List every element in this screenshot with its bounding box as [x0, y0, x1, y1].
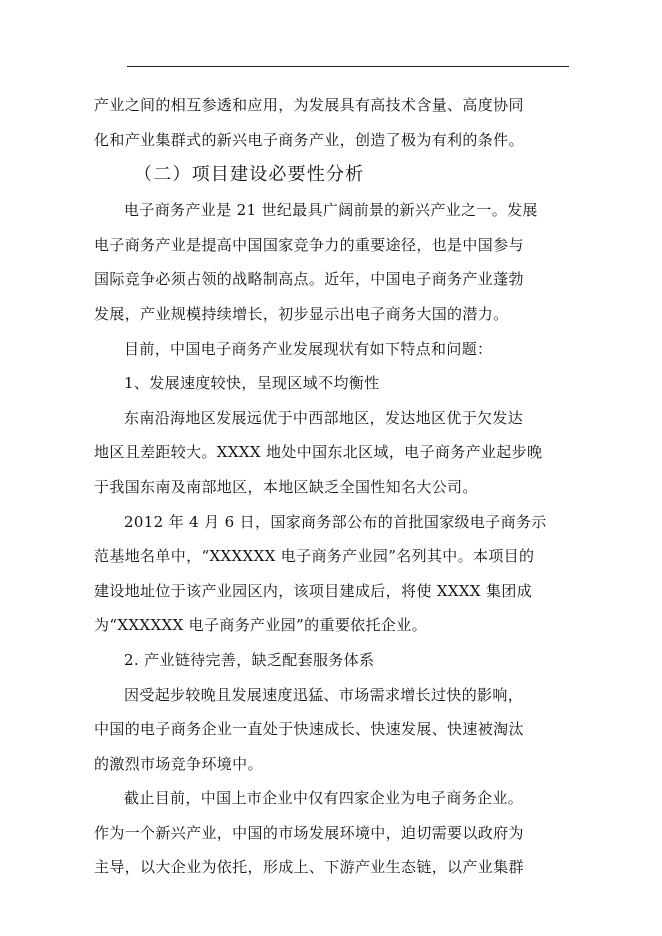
paragraph-line: 建设地址位于该产业园区内，该项目建成后，将使 XXXX 集团成: [94, 581, 533, 600]
paragraph-line: 中国的电子商务企业一直处于快速成长、快速发展、快速被淘汰: [94, 720, 524, 739]
document-body: [94, 88, 568, 885]
subheading-line: 1、发展速度较快，呈现区域不均衡性: [124, 374, 380, 393]
paragraph-line: 地区且差距较大。XXXX 地处中国东北区域，电子商务产业起步晚: [94, 443, 543, 462]
paragraph-line: 范基地名单中，“XXXXXX 电子商务产业园”名列其中。本项目的: [94, 547, 535, 566]
paragraph-line: 截止目前，中国上市企业中仅有四家企业为电子商务企业。: [124, 789, 524, 808]
paragraph-line: 化和产业集群式的新兴电子商务产业，创造了极为有利的条件。: [94, 130, 524, 149]
paragraph-line: 电子商务产业是提高中国国家竞争力的重要途径，也是中国参与: [94, 235, 524, 254]
paragraph-line: 主导，以大企业为依托，形成上、下游产业生态链，以产业集群: [94, 858, 524, 877]
paragraph-line: 产业之间的相互参透和应用，为发展具有高技术含量、高度协同: [94, 96, 524, 114]
paragraph-line: 发展，产业规模持续增长，初步显示出电子商务大国的潜力。: [94, 304, 509, 323]
paragraph-line: 于我国东南及南部地区，本地区缺乏全国性知名大公司。: [94, 477, 478, 496]
paragraph-line: 为“XXXXXX 电子商务产业园”的重要依托企业。: [94, 616, 427, 635]
paragraph-line: 目前，中国电子商务产业发展现状有如下特点和问题：: [124, 339, 493, 358]
paragraph-line: 作为一个新兴产业，中国的市场发展环境中，迫切需要以政府为: [94, 823, 524, 842]
subheading-line: 2. 产业链待完善，缺乏配套服务体系: [124, 650, 375, 669]
paragraph-line: 2012 年 4 月 6 日，国家商务部公布的首批国家级电子商务示: [124, 512, 547, 531]
paragraph-line: 因受起步较晚且发展速度迅猛、市场需求增长过快的影响，: [124, 685, 524, 704]
header-rule: [127, 66, 569, 67]
paragraph-line: 的激烈市场竞争环境中。: [94, 754, 263, 773]
section-heading: （二）项目建设必要性分析: [134, 164, 365, 186]
paragraph-line: 东南沿海地区发展远优于中西部地区，发达地区优于欠发达: [124, 408, 524, 427]
paragraph-line: 电子商务产业是 21 世纪最具广阔前景的新兴产业之一。发展: [124, 201, 538, 220]
paragraph-line: 国际竞争必须占领的战略制高点。近年，中国电子商务产业蓬勃: [94, 270, 524, 289]
